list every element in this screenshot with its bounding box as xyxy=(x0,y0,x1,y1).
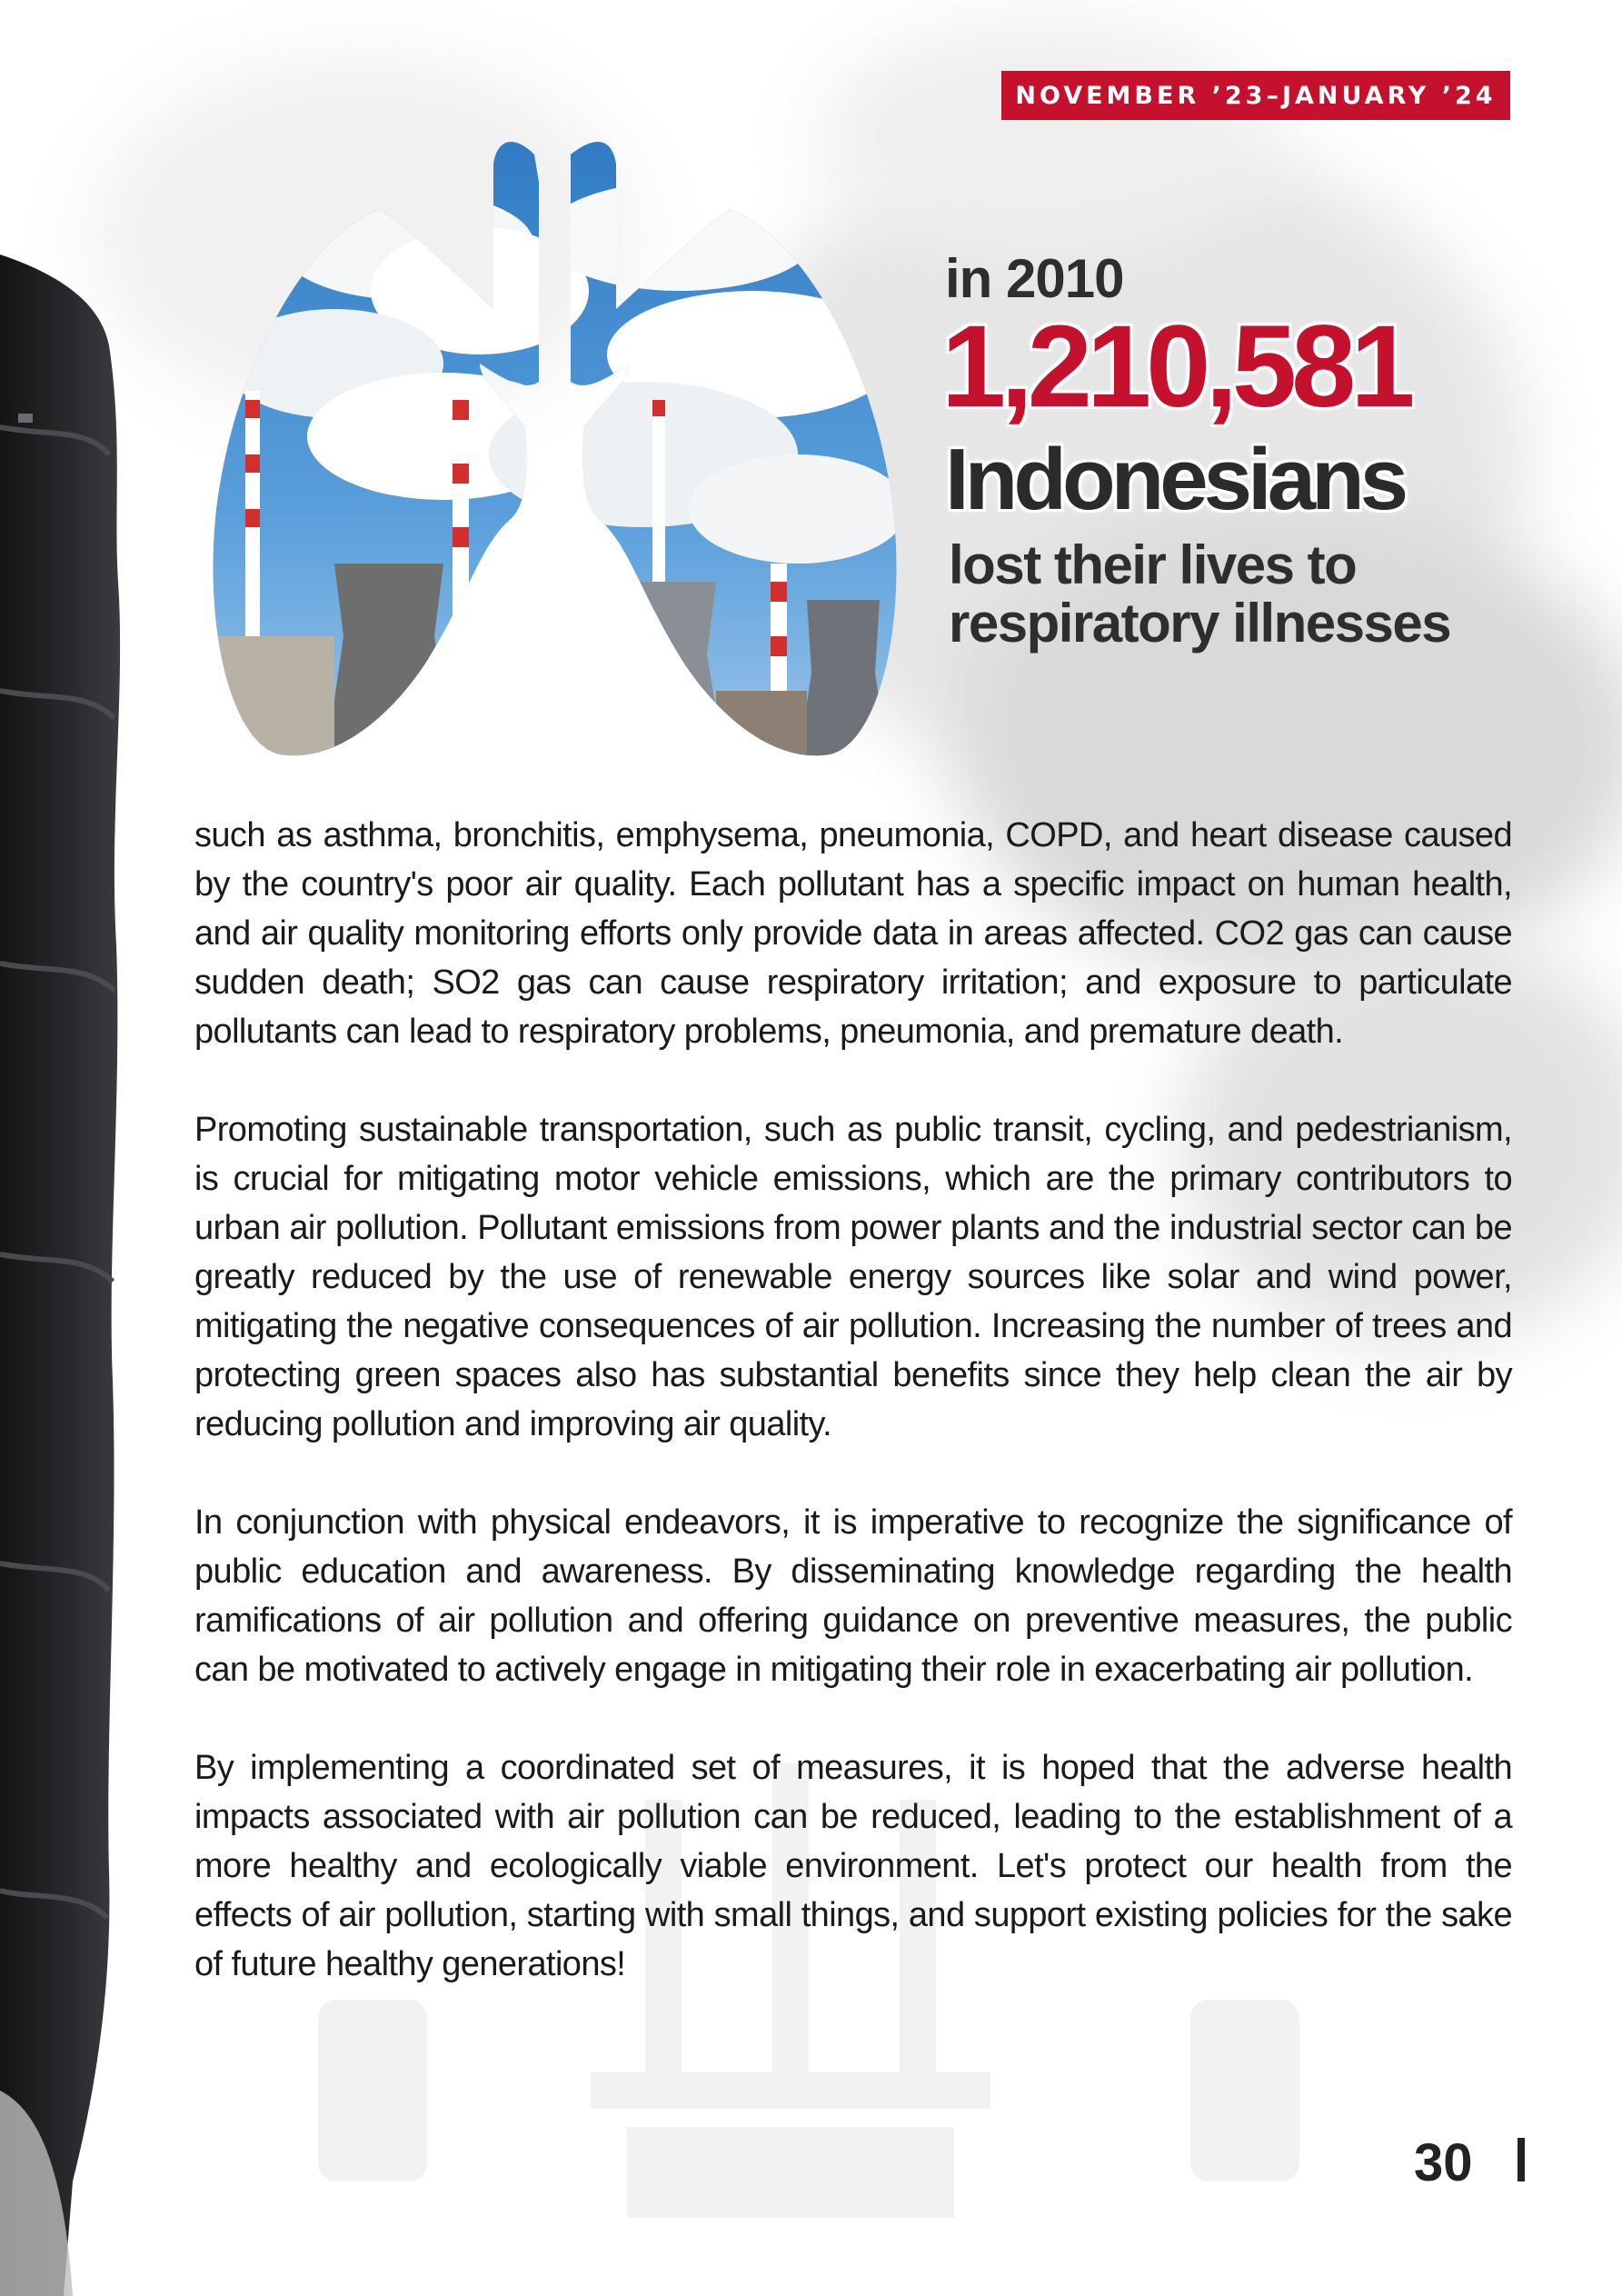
stat-number: 1,210,581 xyxy=(941,302,1410,432)
article-body xyxy=(194,811,1512,2038)
stat-caption-line: respiratory illnesses xyxy=(949,593,1451,654)
paragraph: In conjunction with physical endeavors, it is imperative to recognize the significance of public education and awareness. By disseminating knowledge regarding the health ramifications of air pollution and offering guidance on preventive measures, the public can be motivated to actively engage in mitigating their role in exacerbating air pollution. xyxy=(194,1503,1512,1689)
stat-caption xyxy=(949,536,1530,653)
lungs-pollution-illustration xyxy=(207,127,898,773)
stat-year: in 2010 xyxy=(945,248,1124,309)
stat-caption-line: lost their lives to xyxy=(949,534,1357,595)
stat-subject: Indonesians xyxy=(945,431,1405,528)
paragraph: Promoting sustainable transportation, such as public transit, cycling, and pedestrianism, is crucial for mitigating motor vehicle emissions, which are the primary contributors to urban air pollution. Pollutant emissions from power plants and the industrial sector can be greatly reduced by the use of renewable energy sources like solar and wind power, mitigating the negative consequences of air pollution. Increasing the number of trees and protecting green spaces also has substantial benefits since they help clean the air by reducing pollution and improving air quality. xyxy=(194,1111,1512,1443)
page-number-divider xyxy=(1518,2138,1525,2181)
date-range-badge: NOVEMBER ’23–JANUARY ’24 xyxy=(1001,71,1510,120)
paragraph: such as asthma, bronchitis, emphysema, pneumonia, COPD, and heart disease caused by the country's poor air quality. Each pollutant has a specific impact on human health, and air quality monitoring efforts only provide data in areas affected. CO2 gas can cause sudden death; SO2 gas can cause respiratory irritation; and exposure to particulate pollutants can lead to respiratory problems, pneumonia, and premature death. xyxy=(194,816,1512,1051)
jacket-figure-image xyxy=(0,0,136,2296)
paragraph: By implementing a coordinated set of measures, it is hoped that the adverse health impacts associated with air pollution can be reduced, leading to the establishment of a more healthy and ecologically viable environment. Let's protect our health from the effects of air pollution, starting with small things, and support existing policies for the sake of future healthy generations! xyxy=(194,1749,1512,1983)
page-number: 30 xyxy=(1414,2133,1473,2192)
